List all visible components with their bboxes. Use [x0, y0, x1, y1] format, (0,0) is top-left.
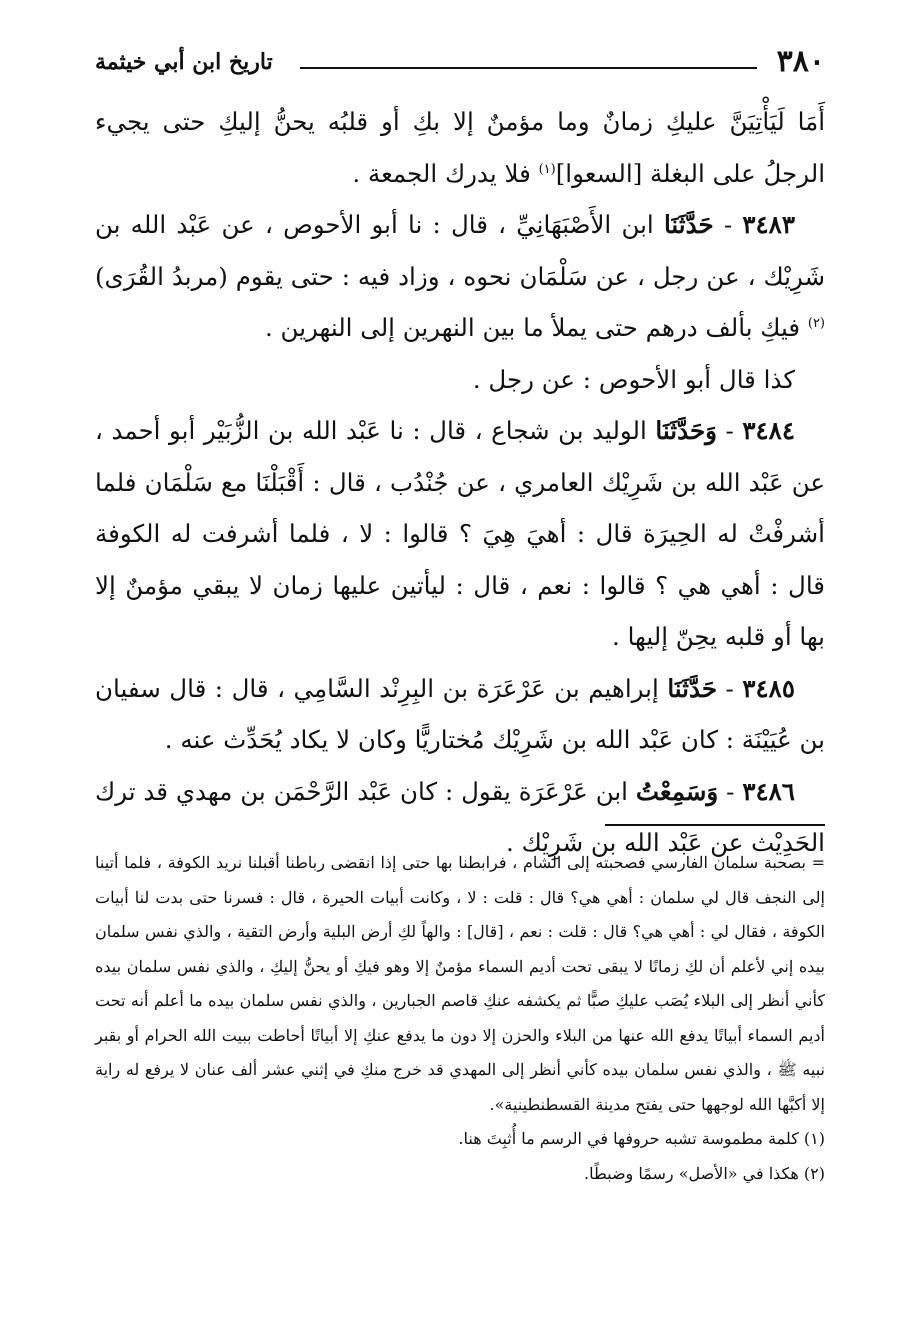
narration-keyword: حَدَّثَنَا	[663, 210, 714, 239]
main-text	[95, 96, 825, 869]
running-title: تاريخ ابن أبي خيثمة	[95, 49, 273, 75]
footnotes	[95, 846, 825, 1191]
hadith-number: ٣٤٨٣	[742, 210, 795, 239]
continuation-text-end: فلا يدرك الجمعة .	[352, 158, 539, 188]
header-rule	[300, 67, 757, 69]
hadith-number: ٣٤٨٦	[742, 776, 795, 806]
narration-keyword: وَسَمِعْتُ	[635, 776, 719, 806]
footnote-separator	[605, 824, 825, 826]
page-number: ٣٨٠	[776, 44, 825, 79]
hadith-number: ٣٤٨٥	[742, 673, 795, 703]
editor-note-line: كذا قال أبو الأحوص : عن رجل .	[472, 364, 795, 394]
hadith-3485: ٣٤٨٥ - حَدَّثَنَا إبراهيم بن عَرْعَرَة بن البِرِنْد السَّامِي ، قال : قال سفيان بن عُيَيْنَة : كان عَبْد الله بن شَرِيْك مُختاريًّا وكان لا يكاد يُحَدِّث عنه .	[95, 673, 825, 754]
narration-keyword: حَدَّثَنَا	[667, 673, 717, 703]
hadith-text: الوليد بن شجاع ، قال : نا عَبْد الله بن الزُّبَيْر أبو أحمد ، عن عَبْد الله بن شَرِيْك العامري ، عن جُنْدُب ، قال : أَقْبَلْنَا مع سَلْمَان فلما أشرفْتْ له الحِيرَة قال : أهيَ هِيَ ؟ قالوا : لا ، فلما أشرفت له الكوفة قال : أهي هي ؟ قالوا : نعم ، قال : ليأتين عليها زمان لا يبقي مؤمنٌ إلا بها أو قلبه يحِنّ إليها .	[95, 416, 825, 651]
hadith-number: ٣٤٨٤	[742, 416, 795, 445]
hadith-3486: ٣٤٨٦ - وَسَمِعْتُ ابن عَرْعَرَة يقول : كان عَبْد الرَّحْمَن بن مهدي قد ترك الحَدِيْث عن عَبْد الله بن شَرِيْك .	[95, 776, 825, 857]
footnote-1: (١) كلمة مطموسة تشبه حروفها في الرسم ما أُثبِتَ هنا.	[458, 1129, 825, 1148]
hadith-text: ابن عَرْعَرَة يقول : كان عَبْد الرَّحْمَن بن مهدي قد ترك الحَدِيْث عن عَبْد الله بن شَرِيْك .	[95, 776, 825, 857]
footnote-ref-1: (١)	[538, 161, 556, 177]
narration-keyword: وَحَدَّثَنَا	[655, 416, 717, 445]
hadith-text-end: فيكِ بألف درهم حتى يملأ ما بين النهرين إلى النهرين .	[264, 313, 808, 342]
continuation-text: أَمَا لَيَأْتِيَنَّ عليكِ زمانٌ وما مؤمنٌ إلا بكِ أو قلبُه يحنُّ إليكِ حتى يجيء الرجلُ على البغلة [السعوا]	[95, 107, 825, 188]
hadith-3484: ٣٤٨٤ - وَحَدَّثَنَا الوليد بن شجاع ، قال : نا عَبْد الله بن الزُّبَيْر أبو أحمد ، عن عَبْد الله بن شَرِيْك العامري ، عن جُنْدُب ، قال : أَقْبَلْنَا مع سَلْمَان فلما أشرفْتْ له الحِيرَة قال : أهيَ هِيَ ؟ قالوا : لا ، فلما أشرفت له الكوفة قال : أهي هي ؟ قالوا : نعم ، قال : ليأتين عليها زمان لا يبقي مؤمنٌ إلا بها أو قلبه يحِنّ إليها .	[95, 416, 825, 651]
hadith-3483: ٣٤٨٣ - حَدَّثَنَا ابن الأَصْبَهَانِيِّ ، قال : نا أبو الأحوص ، عن عَبْد الله بن شَرِيْك ، عن رجل ، عن سَلْمَان نحوه ، وزاد فيه : حتى يقوم (مربدُ القُرَى)$^{(٢)}$ فيكِ بألف درهم حتى يملأ ما بين النهرين إلى النهرين .	[95, 210, 825, 342]
footnote-continuation: = بصحبة سلمان الفارسي فصحبته إلى الشام ، فرابطنا بها حتى إذا انقضى رباطنا أقبلنا نريد الكوفة ، فلما أتينا إلى النجف قال لي سلمان : أهي هي؟ قال : قلت : لا ، وكانت أبيات الحيرة ، قال : فسرنا حتى بدت لنا أبيات الكوفة ، فقال لي : أهي هي؟ قال : قلت : نعم ، [قال] : والهاً لكِ أرض البلية وأرض التقية ، والذي نفس سلمان بيده إني لأعلم أن لكِ زمانًا لا يبقى تحت أديم السماء مؤمنٌ إلا وهو فيكِ أو يحنُّ إليكِ ، والذي نفس سلمان بيده كأني أنظر إلى البلاء يُصَب عليكِ صبًّا ثم يكشفه عنكِ قاصم الجبارين ، والذي نفس سلمان بيده ما أعلم أنه تحت أديم السماء أبياتًا يدفع الله عنها من البلاء والحزن إلا دون ما يدفع عنكِ إلا أبياتًا أحاطت ببيت الله الحرام أو بقبر نبيه ﷺ ، والذي نفس سلمان بيده كأني أنظر إلى المهدي قد خرج منكِ في إثني عشر ألف عنان لا يرفع له راية إلا أكبَّها الله لوجهها حتى يفتح مدينة القسطنطينية».	[95, 853, 825, 1114]
continuation-paragraph	[95, 96, 825, 199]
hadith-text: إبراهيم بن عَرْعَرَة بن البِرِنْد السَّامِي ، قال : قال سفيان بن عُيَيْنَة : كان عَبْد الله بن شَرِيْك مُختاريًّا وكان لا يكاد يُحَدِّث عنه .	[95, 673, 825, 754]
footnote-ref-2: (٢)	[807, 315, 825, 331]
page-header	[95, 42, 825, 86]
footnote-2: (٢) هكذا في «الأصل» رسمًا وضبطًا.	[584, 1163, 825, 1183]
hadith-text: ابن الأَصْبَهَانِيِّ ، قال : نا أبو الأحوص ، عن عَبْد الله بن شَرِيْك ، عن رجل ، عن سَلْمَان نحوه ، وزاد فيه : حتى يقوم (مربدُ القُرَى)	[95, 210, 825, 291]
